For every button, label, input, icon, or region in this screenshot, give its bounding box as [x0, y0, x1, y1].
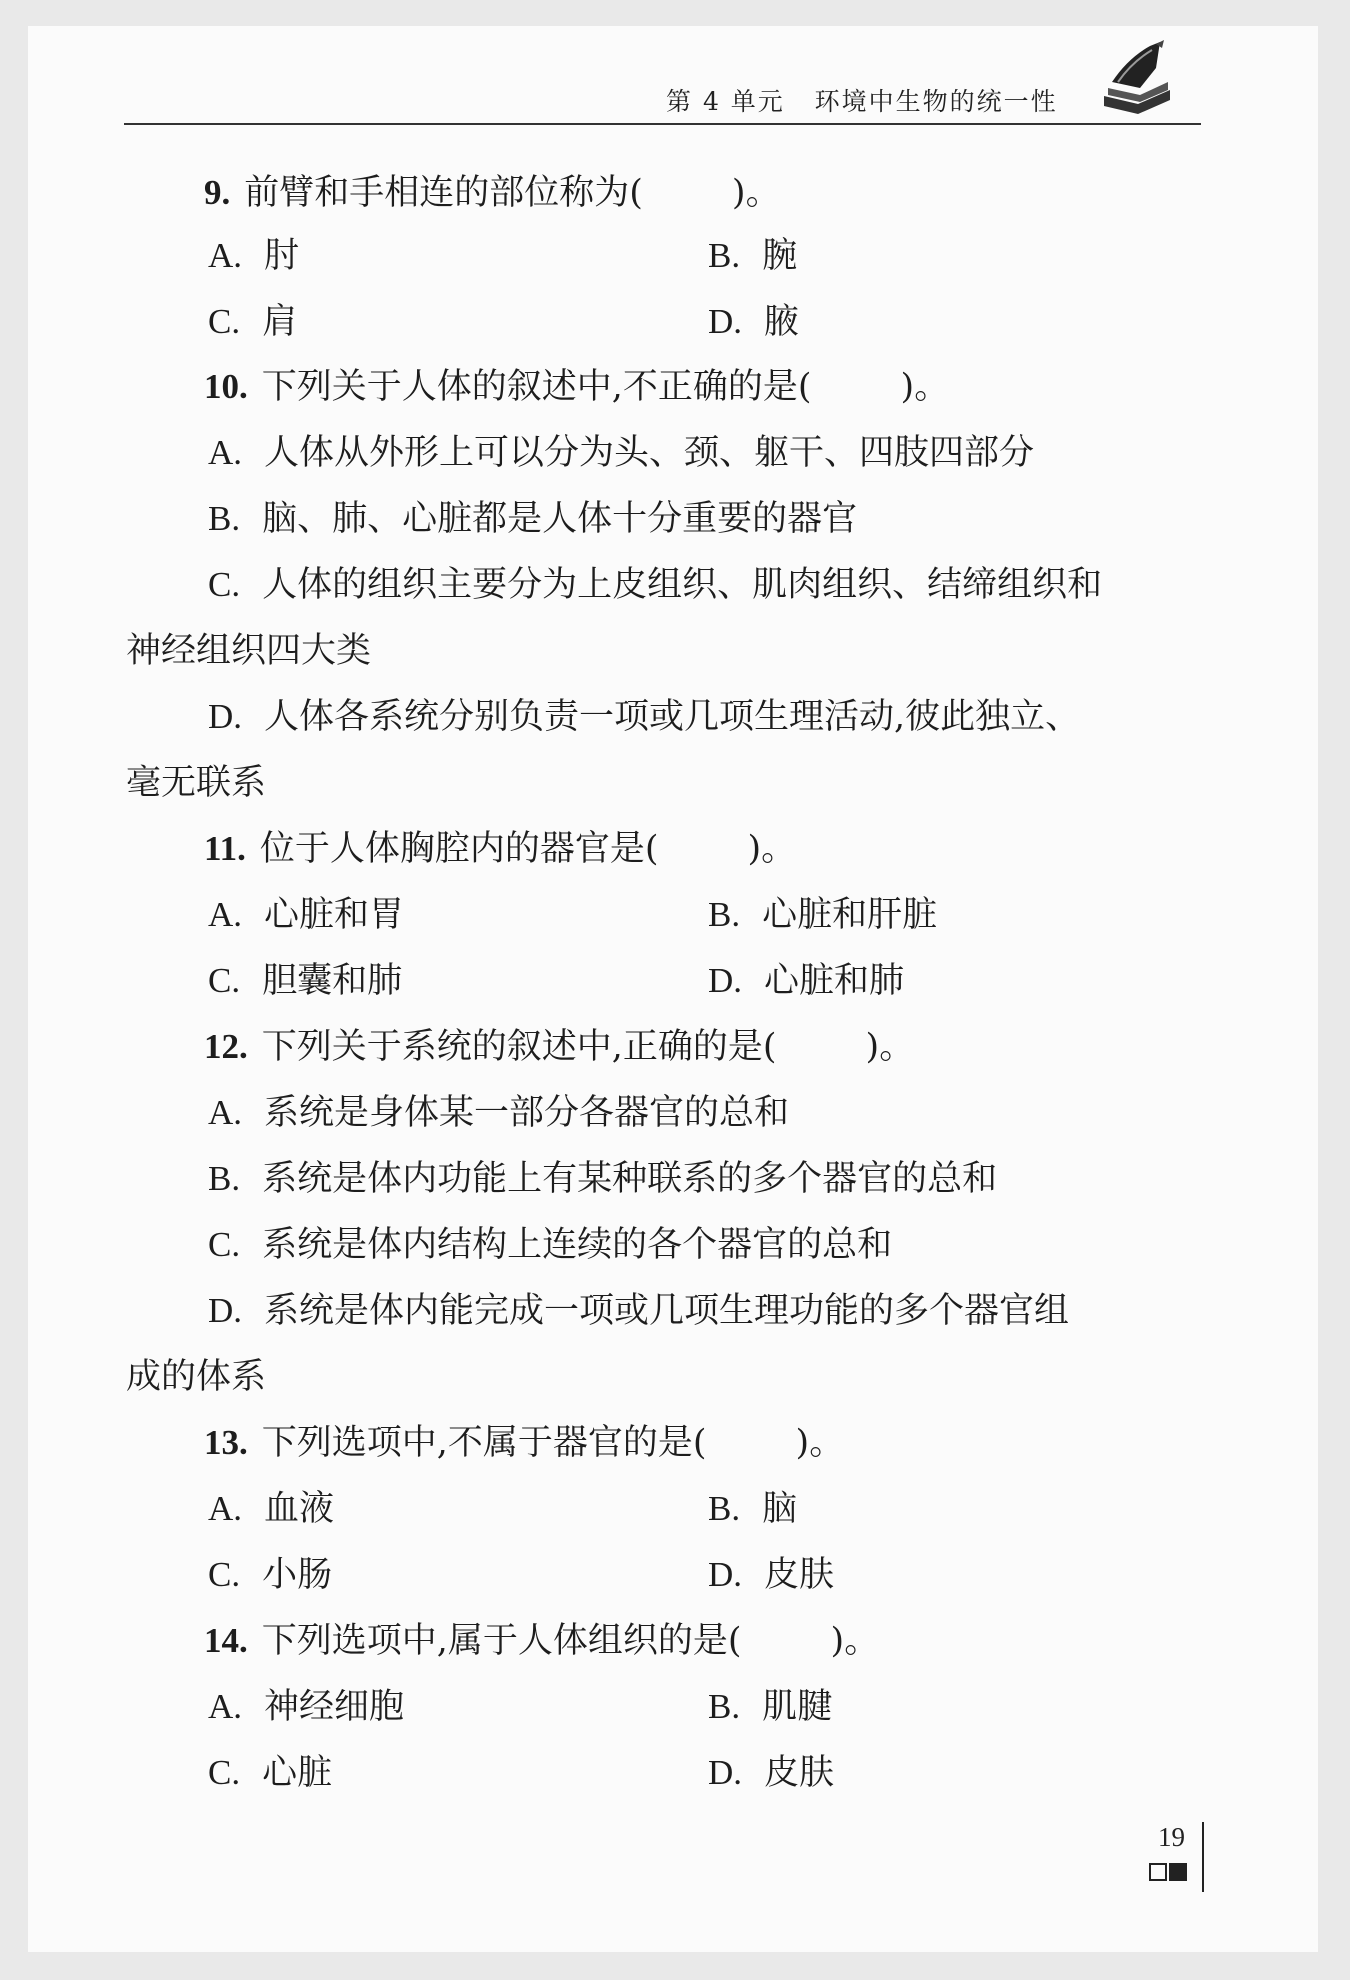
- book-stack-icon: [1098, 38, 1174, 118]
- question-text: 下列关于系统的叙述中,正确的是( )。: [261, 1027, 915, 1067]
- option: [708, 1687, 832, 1727]
- option-letter: A.: [208, 1687, 243, 1726]
- question-text: 下列选项中,属于人体组织的是( )。: [261, 1621, 880, 1661]
- option: [708, 1753, 834, 1793]
- question-number: 11.: [204, 829, 246, 868]
- option-letter: D.: [708, 1753, 743, 1792]
- option-text: 肩: [262, 302, 298, 342]
- option-text: 神经细胞: [264, 1687, 405, 1727]
- option: [708, 236, 797, 276]
- option-letter: C.: [208, 565, 241, 604]
- option-text: 心脏和胃: [264, 895, 405, 935]
- question-text: 前臂和手相连的部位称为( )。: [244, 173, 781, 213]
- option-letter: A.: [208, 895, 243, 934]
- outline-square-icon: [1149, 1863, 1167, 1881]
- option-letter: C.: [208, 302, 241, 341]
- question-text: 位于人体胸腔内的器官是( )。: [259, 829, 797, 869]
- option: [208, 565, 1102, 605]
- option-letter: D.: [708, 961, 743, 1000]
- option-letter: B.: [708, 1687, 741, 1726]
- option: [708, 895, 937, 935]
- option: [208, 961, 402, 1001]
- question-number: 10.: [204, 367, 248, 406]
- option-letter: C.: [208, 1753, 241, 1792]
- footer-rule: [1202, 1822, 1204, 1892]
- question-text: 下列关于人体的叙述中,不正确的是( )。: [261, 367, 950, 407]
- option-letter: B.: [208, 1159, 241, 1198]
- unit-title: 第 4 单元 环境中生物的统一性: [666, 87, 1058, 116]
- question-stem: [204, 173, 781, 213]
- option-continuation: 成的体系: [126, 1357, 267, 1397]
- option-text: 心脏和肺: [764, 961, 905, 1001]
- option-text: 小肠: [262, 1555, 333, 1595]
- option-text: 皮肤: [764, 1555, 835, 1595]
- filled-square-icon: [1169, 1863, 1187, 1881]
- question-stem: [204, 829, 796, 869]
- question-number: 9.: [204, 173, 231, 212]
- option-letter: A.: [208, 236, 243, 275]
- option-letter: B.: [708, 1489, 741, 1528]
- option: [208, 1489, 334, 1529]
- option-text: 系统是体内功能上有某种联系的多个器官的总和: [262, 1159, 998, 1199]
- option-text: 系统是体内结构上连续的各个器官的总和: [262, 1225, 893, 1265]
- option-letter: C.: [208, 1555, 241, 1594]
- option-text: 心脏: [262, 1753, 333, 1793]
- option: [208, 1225, 892, 1265]
- option: [208, 1159, 997, 1199]
- option-letter: B.: [708, 895, 741, 934]
- question-stem: [204, 1423, 844, 1463]
- option-text: 脑: [762, 1489, 798, 1529]
- question-stem: [204, 1027, 914, 1067]
- option: [208, 1555, 332, 1595]
- option-letter: C.: [208, 1225, 241, 1264]
- option: [208, 433, 1034, 473]
- option-letter: B.: [708, 236, 741, 275]
- option-text: 心脏和肝脏: [762, 895, 938, 935]
- option: [708, 302, 799, 342]
- option-text: 胆囊和肺: [262, 961, 403, 1001]
- option: [208, 1093, 789, 1133]
- option-letter: D.: [708, 1555, 743, 1594]
- option-letter: D.: [708, 302, 743, 341]
- option-letter: A.: [208, 433, 243, 472]
- option-text: 系统是体内能完成一项或几项生理功能的多个器官组: [264, 1291, 1070, 1331]
- option-letter: A.: [208, 1093, 243, 1132]
- option-letter: D.: [208, 697, 243, 736]
- option: [208, 895, 404, 935]
- option-text: 脑、肺、心脏都是人体十分重要的器官: [262, 499, 858, 539]
- question-number: 14.: [204, 1621, 248, 1660]
- option: [208, 697, 1080, 737]
- question-number: 12.: [204, 1027, 248, 1066]
- option: [708, 1489, 797, 1529]
- option-letter: B.: [208, 499, 241, 538]
- option-text: 人体从外形上可以分为头、颈、躯干、四肢四部分: [264, 433, 1035, 473]
- option: [208, 499, 857, 539]
- page-marker-boxes-icon: [1149, 1863, 1187, 1885]
- header-rule: [124, 123, 1201, 125]
- page-number: 19: [1158, 1822, 1185, 1852]
- option-text: 皮肤: [764, 1753, 835, 1793]
- option-text: 肌腱: [762, 1687, 833, 1727]
- option: [708, 961, 904, 1001]
- question-number: 13.: [204, 1423, 248, 1462]
- option-text: 腕: [762, 236, 798, 276]
- option-continuation: 毫无联系: [126, 763, 267, 803]
- option-text: 系统是身体某一部分各器官的总和: [264, 1093, 790, 1133]
- option-continuation: 神经组织四大类: [126, 631, 372, 671]
- question-stem: [204, 367, 949, 407]
- option-text: 人体的组织主要分为上皮组织、肌肉组织、结缔组织和: [262, 565, 1103, 605]
- question-text: 下列选项中,不属于器官的是( )。: [261, 1423, 845, 1463]
- option-text: 腋: [764, 302, 800, 342]
- option: [208, 302, 297, 342]
- option-text: 血液: [264, 1489, 335, 1529]
- option-letter: C.: [208, 961, 241, 1000]
- option-text: 人体各系统分别负责一项或几项生理活动,彼此独立、: [264, 697, 1081, 737]
- question-stem: [204, 1621, 879, 1661]
- option-letter: A.: [208, 1489, 243, 1528]
- option-letter: D.: [208, 1291, 243, 1330]
- option: [208, 1753, 332, 1793]
- option: [208, 236, 299, 276]
- option: [708, 1555, 834, 1595]
- option-text: 肘: [264, 236, 300, 276]
- option: [208, 1687, 404, 1727]
- option: [208, 1291, 1069, 1331]
